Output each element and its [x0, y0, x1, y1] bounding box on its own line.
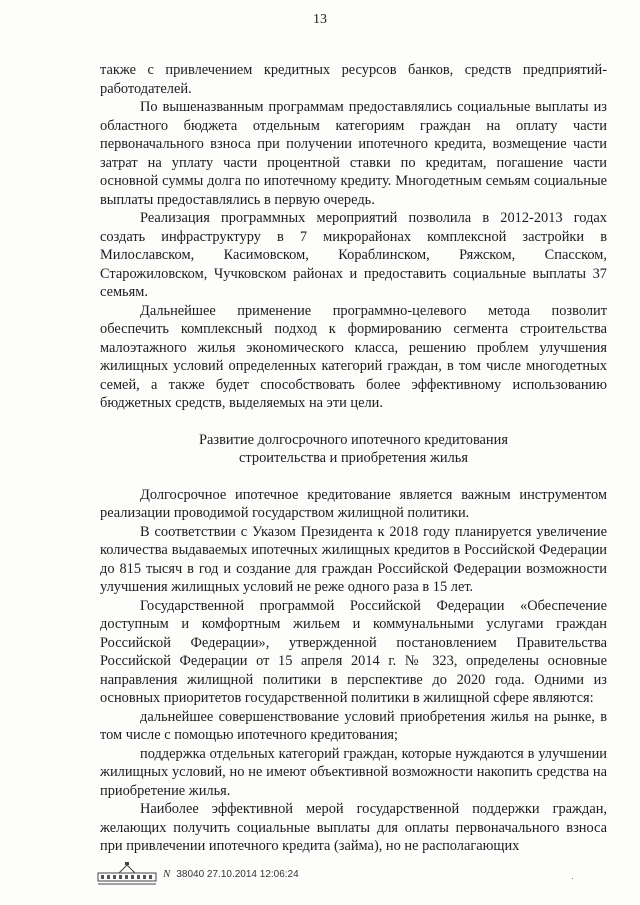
- document-registration-stamp: 38040 27.10.2014 12:06:24: [176, 868, 299, 880]
- section-heading-line-1: Развитие долгосрочного ипотечного кредитования: [199, 431, 508, 448]
- paragraph-1: также с привлечением кредитных ресурсов банков, средств предприятий-работодателей.: [100, 62, 607, 97]
- paragraph-5: Долгосрочное ипотечное кредитование является важным инструментом реализации проводимой государством жилищной политики.: [100, 486, 607, 521]
- document-body: [100, 61, 607, 856]
- section-heading-line-2: строительства и приобретения жилья: [239, 450, 468, 466]
- stamp-mark: N: [163, 868, 171, 880]
- section-heading: [100, 431, 607, 468]
- paragraph-10: Наиболее эффективной мерой государственной поддержки граждан, желающих получить социальные выплаты для оплаты первоначального взноса при привлечении ипотечного кредита (займа), но не располагающих: [100, 801, 607, 854]
- paragraph-7: Государственной программой Российской Федерации «Обеспечение доступным и комфортным жильем и коммунальными услугами граждан Российской Федерации», утвержденной постановлением Правительства Российской Федерации от 15 апреля 2014 г. № 323, определены основные направления жилищной политики в перспективе до 2020 года. Одними из основных приоритетов государственной политики в жилищной сфере являются:: [100, 597, 607, 706]
- paragraph-6: В соответствии с Указом Президента к 2018 году планируется увеличение количества выдаваемых ипотечных жилищных кредитов в Российской Федерации до 815 тысяч в год и создание для граждан Российской Федерации возможности улучшения жилищных условий не реже одного раза в 15 лет.: [100, 523, 607, 595]
- paragraph-3: Реализация программных мероприятий позволила в 2012-2013 годах создать инфраструктуру в 7 микрорайонах комплексной застройки в Милославском, Касимовском, Кораблинском, Ряжском, Спасском, Старожиловском, Чучковском районах и предоставить социальные выплаты 37 семьям.: [100, 210, 607, 300]
- paragraph-2: По вышеназванным программам предоставлялись социальные выплаты из областного бюджета отдельным категориям граждан на оплату части первоначального взноса при получении ипотечного кредита, возмещение части затрат на уплату части процентной ставки по кредитам, погашение части основной суммы долга по ипотечному кредиту. Многодетным семьям социальные выплаты предоставлялись в первую очередь.: [100, 99, 607, 208]
- paragraph-8: дальнейшее совершенствование условий приобретения жилья на рынке, в том числе с помощью ипотечного кредитования;: [100, 708, 607, 743]
- spacer: [100, 413, 607, 431]
- spacer: [100, 468, 607, 486]
- document-footer: [97, 861, 299, 887]
- corner-mark: ·: [571, 873, 574, 883]
- registry-building-logo-icon: [97, 861, 157, 887]
- page-number: 13: [313, 12, 327, 27]
- paragraph-9: поддержка отдельных категорий граждан, которые нуждаются в улучшении жилищных условий, но не имеют объективной возможности накопить средства на приобретение жилья.: [100, 745, 607, 799]
- paragraph-4: Дальнейшее применение программно-целевого метода позволит обеспечить комплексный подход к формированию сегмента строительства малоэтажного жилья экономического класса, решению проблем улучшения жилищных условий определенных категорий граждан, в том числе многодетных семей, а также будет способствовать более эффективному использованию бюджетных средств, выделяемых на эти цели.: [100, 302, 607, 411]
